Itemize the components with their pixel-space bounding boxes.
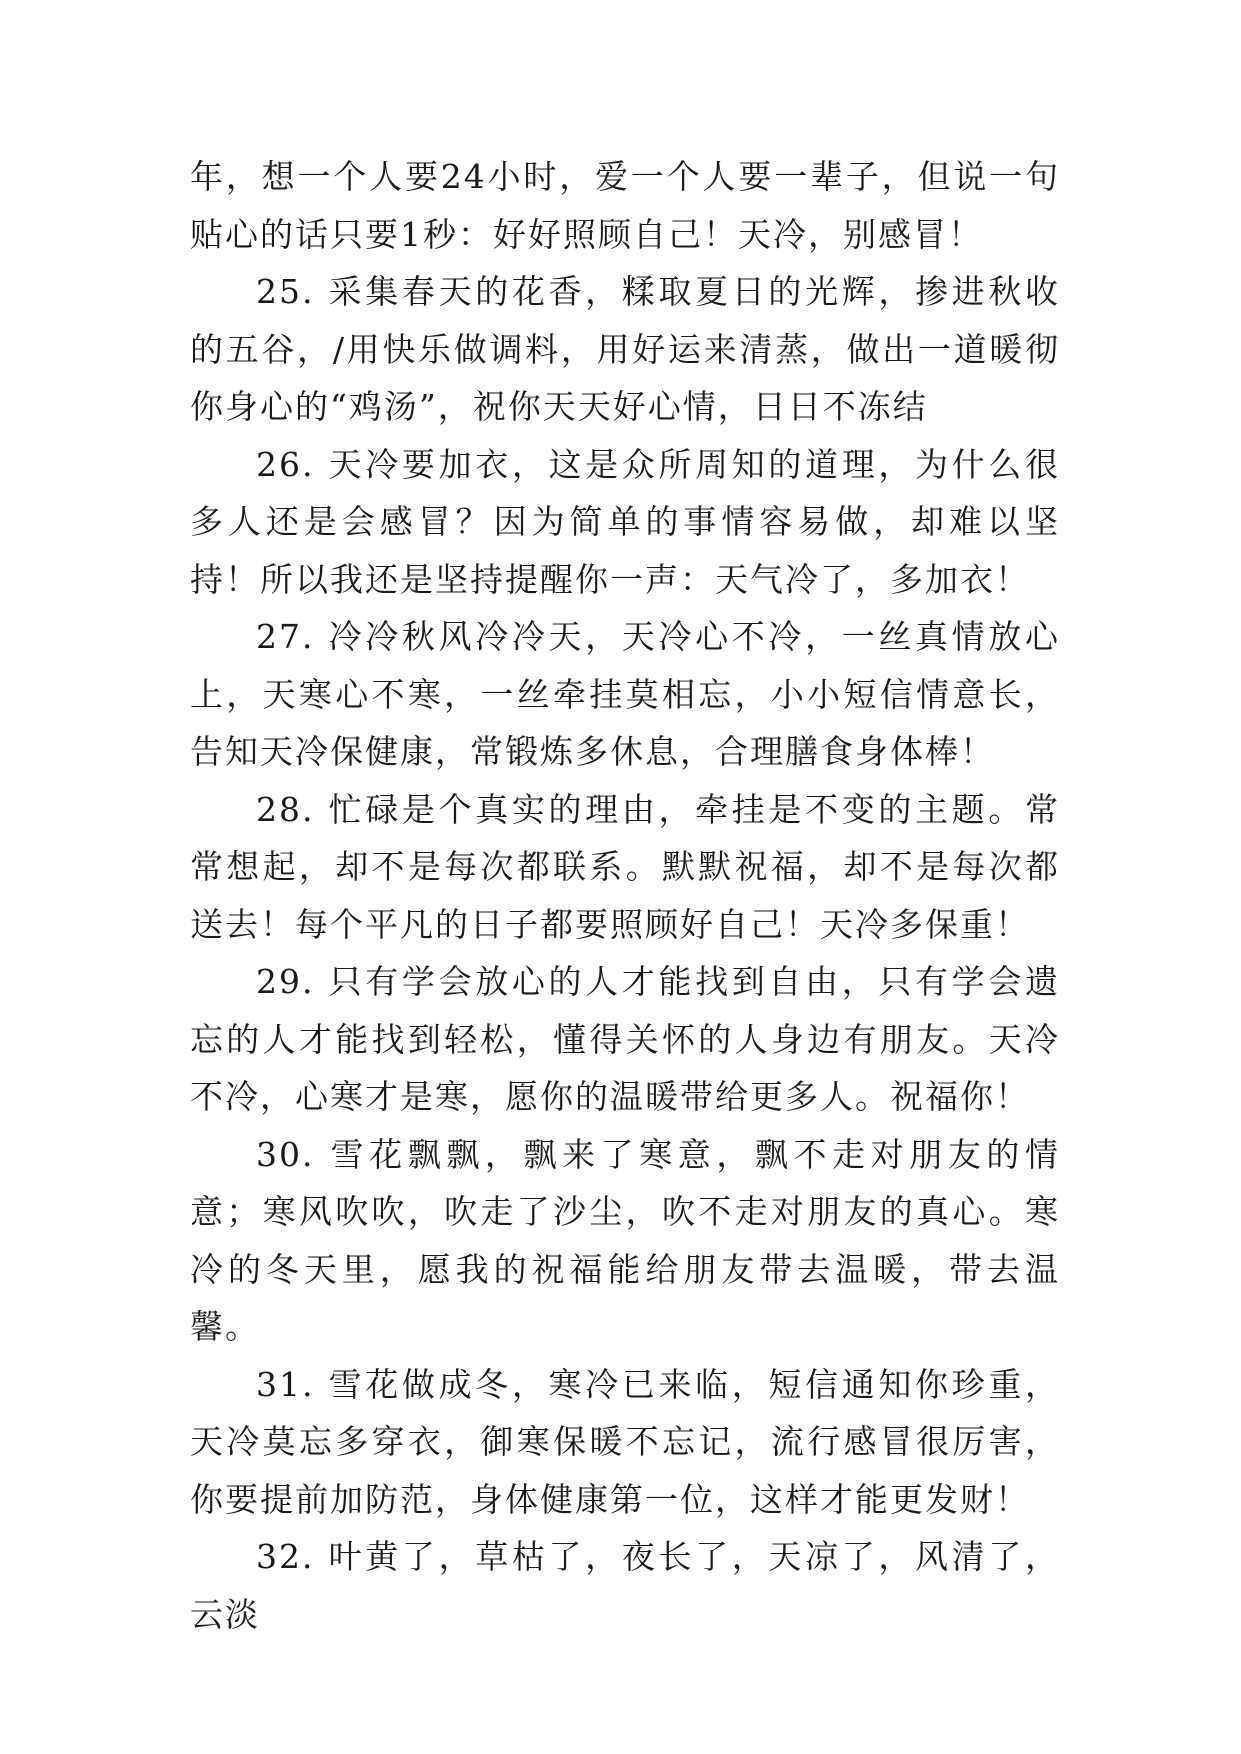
- paragraph-30: 30. 雪花飘飘，飘来了寒意，飘不走对朋友的情意；寒风吹吹，吹走了沙尘，吹不走对朋友的真心。寒冷的冬天里，愿我的祝福能给朋友带去温暖，带去温馨。: [190, 1134, 1060, 1346]
- document-body: [190, 148, 1060, 1643]
- paragraph-31: 31. 雪花做成冬，寒冷已来临，短信通知你珍重，天冷莫忘多穿衣，御寒保暖不忘记，流行感冒很厉害，你要提前加防范，身体健康第一位，这样才能更发财！: [190, 1364, 1060, 1519]
- paragraph-28: 28. 忙碌是个真实的理由，牵挂是不变的主题。常常想起，却不是每次都联系。默默祝福，却不是每次都送去！每个平凡的日子都要照顾好自己！天冷多保重！: [190, 789, 1060, 944]
- paragraph-continuation: 年，想一个人要24小时，爱一个人要一辈子，但说一句贴心的话只要1秒：好好照顾自己！天冷，别感冒！: [190, 157, 1060, 254]
- paragraph-27: 27. 冷冷秋风冷冷天，天冷心不冷，一丝真情放心上，天寒心不寒，一丝牵挂莫相忘，小小短信情意长，告知天冷保健康，常锻炼多休息，合理膳食身体棒！: [190, 617, 1060, 771]
- paragraph-32: 32. 叶黄了，草枯了，夜长了，天凉了，风清了，云淡: [190, 1537, 1060, 1634]
- paragraph-26: 26. 天冷要加衣，这是众所周知的道理，为什么很多人还是会感冒？因为简单的事情容易做，却难以坚持！所以我还是坚持提醒你一声：天气冷了，多加衣！: [190, 444, 1060, 599]
- paragraph-25: 25. 采集春天的花香，糅取夏日的光辉，掺进秋收的五谷，/用快乐做调料，用好运来清蒸，做出一道暖彻你身心的“鸡汤”，祝你天天好心情，日日不冻结: [190, 272, 1060, 426]
- paragraph-29: 29. 只有学会放心的人才能找到自由，只有学会遗忘的人才能找到轻松，懂得关怀的人身边有朋友。天冷不冷，心寒才是寒，愿你的温暖带给更多人。祝福你！: [190, 962, 1060, 1116]
